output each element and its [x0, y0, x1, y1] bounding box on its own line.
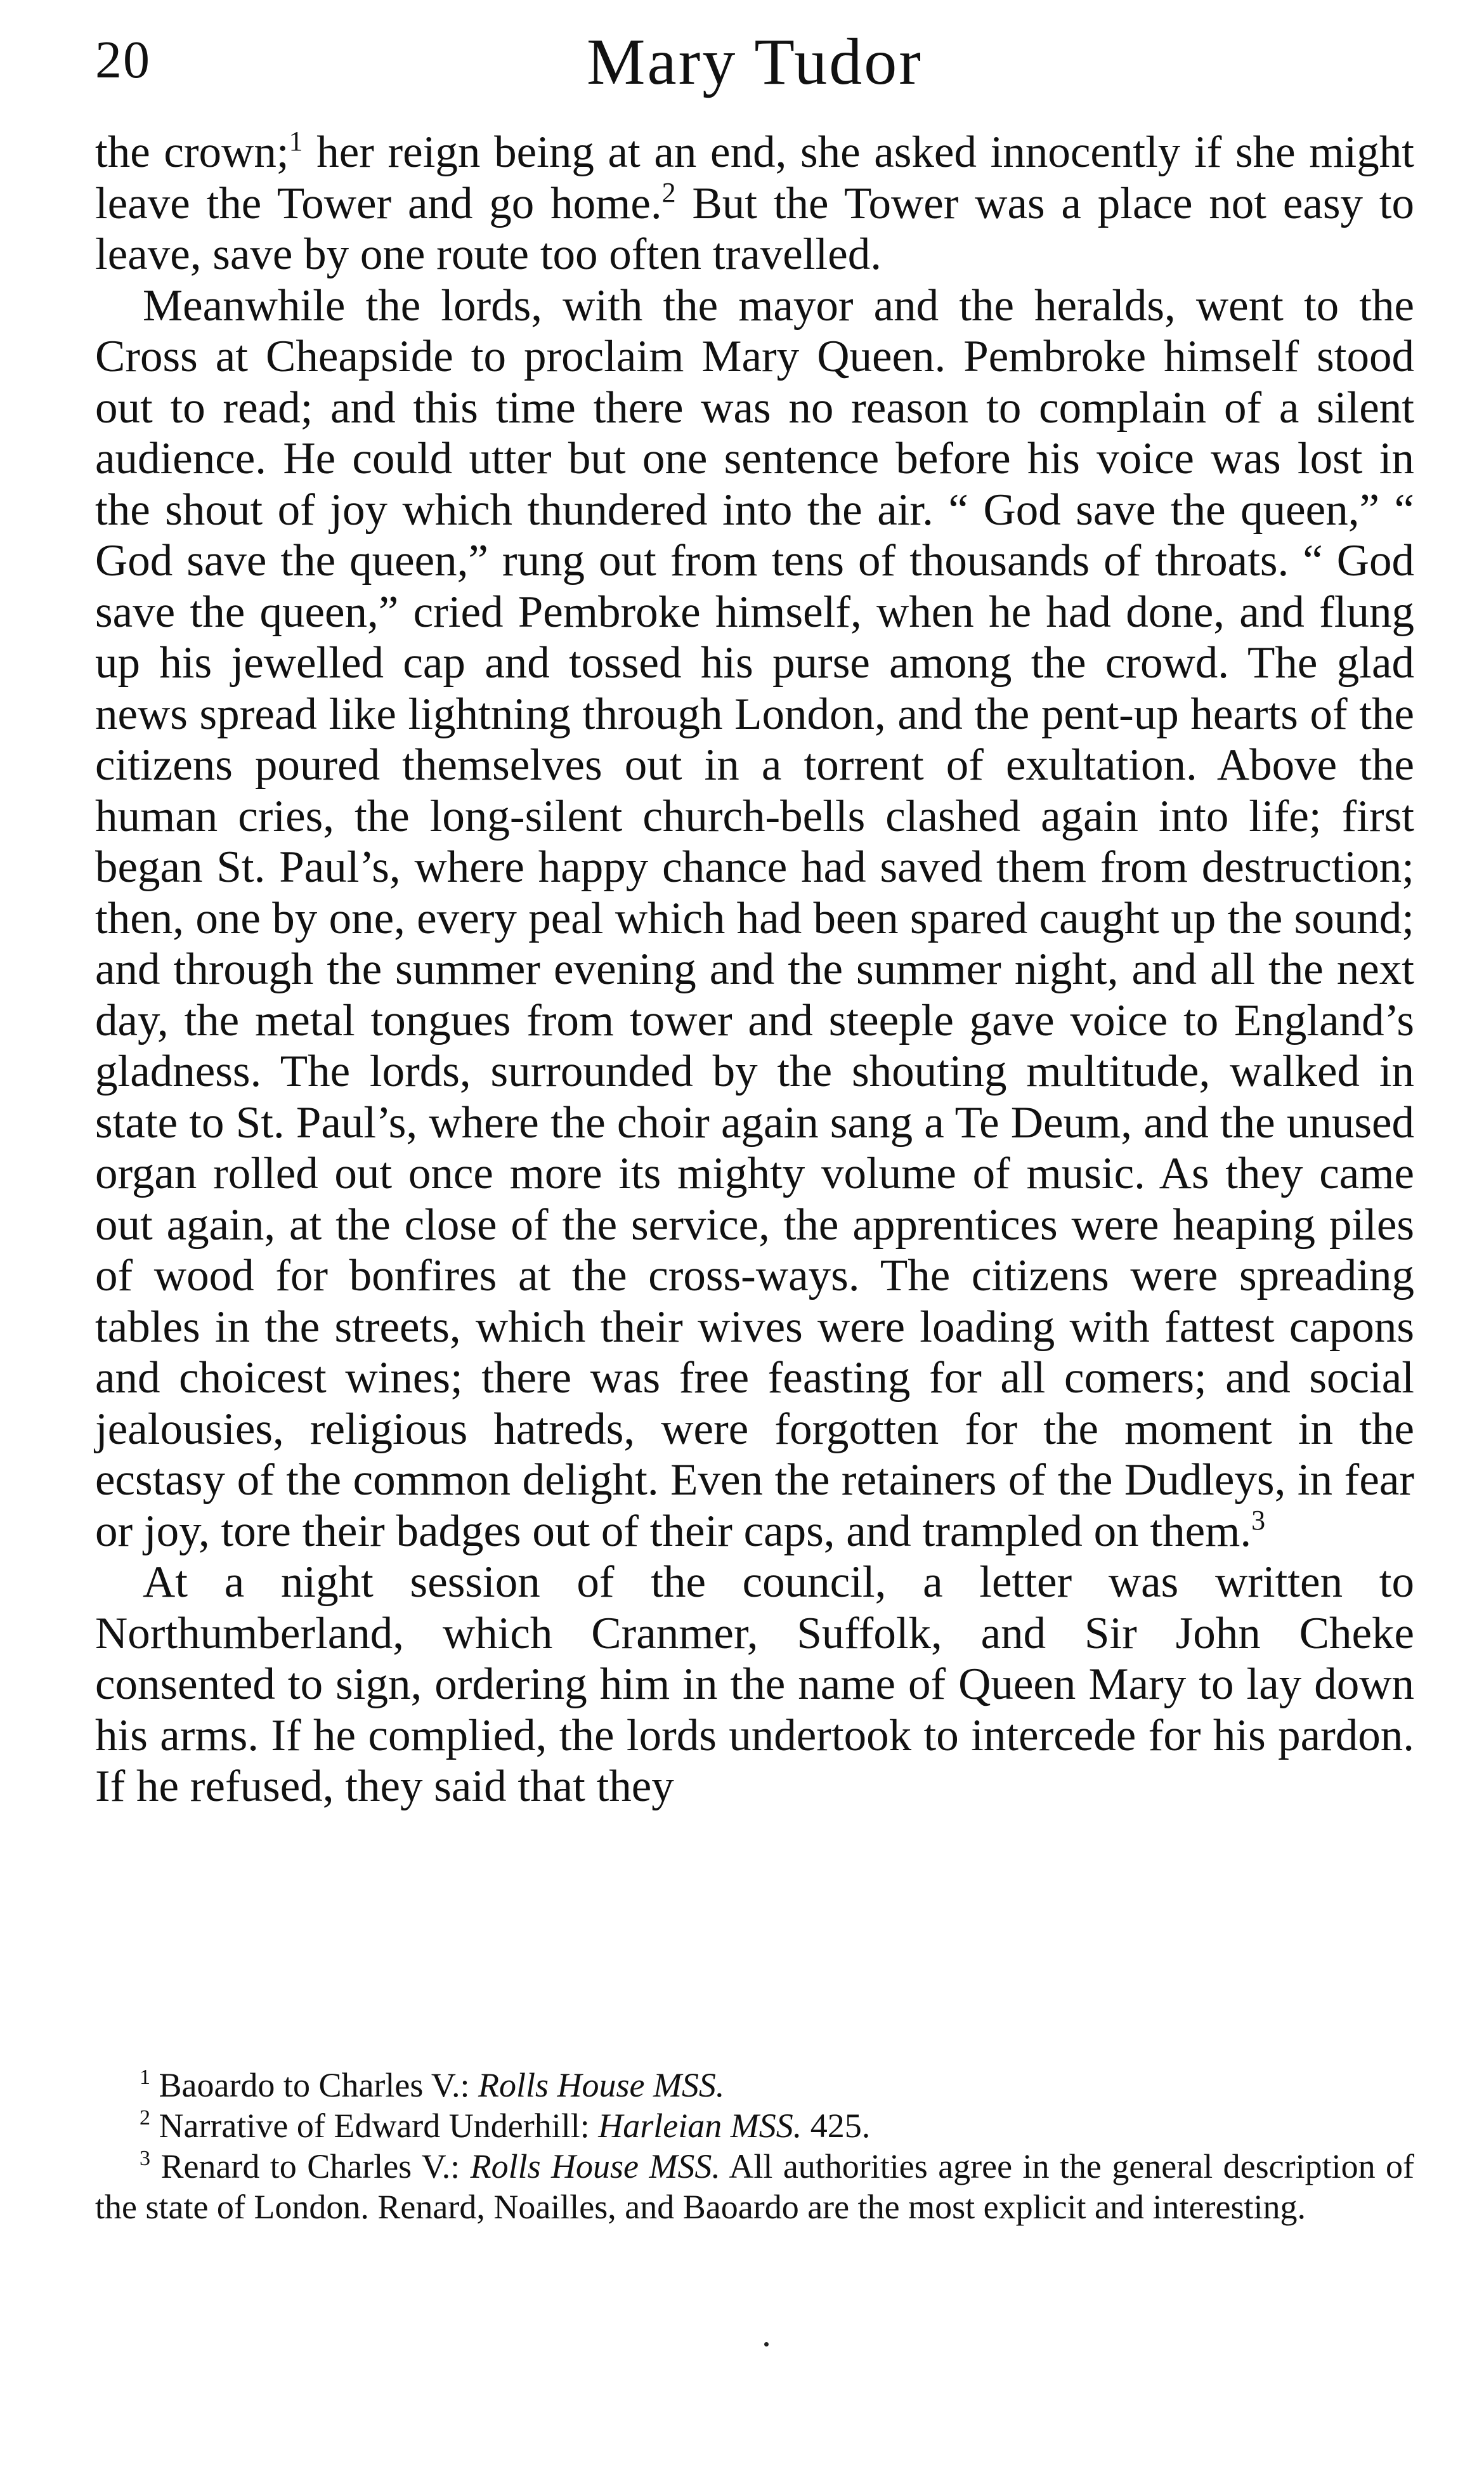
body-text: [95, 127, 1414, 1812]
footnote-ref-1: 1: [289, 126, 303, 157]
footnote-source: Harleian MSS.: [598, 2107, 802, 2145]
footnote-ref-2: 2: [661, 176, 676, 208]
footnote-extra: All authorities agree in the general description of the state of London. Renard, Noailles, and Baoardo are the most explicit and interesting.: [95, 2147, 1415, 2226]
text-run: At a night session of the council, a letter was written to Northumberland, which Cranmer, Suffolk, and Sir John Cheke consented to sign, ordering him in the name of Queen Mary to lay down his arms. If he complied, the lords undertook to intercede for his pardon. If he refused, they said that they: [95, 1557, 1414, 1811]
footnote-source: Rolls House MSS.: [470, 2147, 720, 2185]
footnote-source: Rolls House MSS.: [478, 2066, 725, 2104]
footnote-ref-3: 3: [1251, 1504, 1266, 1536]
footnote-text: Baoardo to Charles V.:: [159, 2066, 478, 2104]
footnote-text: Renard to Charles V.:: [160, 2147, 471, 2185]
text-run: the crown;: [95, 128, 289, 177]
footnotes: [95, 2065, 1414, 2227]
paragraph-proclamation: [95, 280, 1414, 1557]
footnote-marker: 3: [140, 2147, 150, 2170]
text-run: But the Tower was a place not easy to leave, save by one route too often travelled.: [95, 178, 1415, 279]
page-number: 20: [95, 30, 151, 89]
footnote-extra: 425.: [802, 2107, 871, 2145]
text-run: Meanwhile the lords, with the mayor and the heralds, went to the Cross at Cheapside to proclaim Mary Queen. Pembroke himself stood out to read; and this time there was no reason to complain of a silent audience. He could utter but one sentence before his voice was lost in the shout of joy which thundered into the air. “ God save the queen,” “ God save the queen,” rung out from tens of thousands of throats. “ God save the queen,” cried Pembroke himself, when he had done, and flung up his jewelled cap and tossed his purse among the crowd. The glad news spread like lightning through London, and the pent-up hearts of the citizens poured themselves out in a torrent of exultation. Above the human cries, the long-silent church-bells clashed again into life; first began St. Paul’s, where happy chance had saved them from destruction; then, one by one, every peal which had been spared caught up the sound; and through the summer evening and the summer night, and all the next day, the metal tongues from tower and steeple gave voice to England’s gladness. The lords, surrounded by the shouting multitude, walked in state to St. Paul’s, where the choir again sang a Te Deum, and the unused organ rolled out once more its mighty volume of music. As they came out again, at the close of the service, the apprentices were heaping piles of wood for bonfires at the cross-ways. The citizens were spreading tables in the streets, which their wives were loading with fattest capons and choicest wines; there was free feasting for all comers; and social jealousies, religious hatreds, were forgotten for the moment in the ecstasy of the common delight. Even the retainers of the Dudleys, in fear or joy, tore their badges out of their caps, and trampled on them.: [95, 280, 1414, 1556]
ink-speck: [764, 2342, 769, 2346]
footnote-2: [95, 2105, 1414, 2146]
footnote-3: [95, 2146, 1414, 2227]
paragraph-council: [95, 1557, 1414, 1812]
footnote-text: Narrative of Edward Underhill:: [159, 2107, 599, 2145]
text-run: her reign being at an end, she asked innocently if she might leave the Tower and go home.: [95, 128, 1414, 228]
footnote-1: [95, 2065, 1414, 2105]
footnote-marker: 2: [140, 2106, 150, 2130]
footnote-marker: 1: [140, 2065, 150, 2089]
page-header: [95, 18, 1414, 113]
paragraph-continuation: [95, 127, 1414, 280]
running-title: Mary Tudor: [587, 25, 923, 98]
